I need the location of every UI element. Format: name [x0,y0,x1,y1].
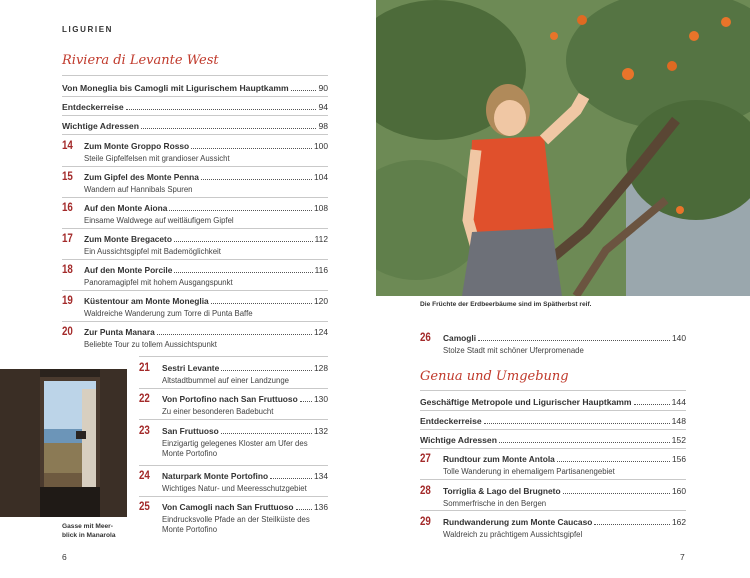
entry-rule [420,410,686,411]
tour-number: 23 [139,425,150,437]
tour-title: Rundwanderung zum Monte Caucaso [443,517,593,527]
toc-entry[interactable] [420,416,686,426]
tour-page: 120 [314,296,328,306]
entry-rule [62,134,328,135]
tour-page: 104 [314,172,328,182]
entry-label: Wichtige Adressen [420,435,497,445]
tour-description: Steile Gipfelfelsen mit grandioser Aussicht [84,154,230,163]
entry-rule [62,321,328,322]
tour-title: Zum Monte Groppo Rosso [84,141,190,151]
section-title-genua: Genua und Umgebung [420,369,569,384]
tour-title: Zum Monte Bregaceto [84,234,172,244]
section-title-riviera: Riviera di Levante West [62,53,219,68]
tour-page: 160 [672,486,686,496]
entry-page: 94 [318,102,328,112]
tour-page: 140 [672,333,686,343]
tour-title: Rundtour zum Monte Antola [443,454,555,464]
toc-entry[interactable] [62,121,328,131]
tree-photo-caption: Die Früchte der Erdbeerbäume sind im Spätherbst reif. [420,301,592,308]
tour-number: 21 [139,362,150,374]
toc-entry[interactable] [62,102,328,112]
leader-dots [478,340,670,341]
alley-photo [0,369,127,517]
tour-number: 14 [62,140,73,152]
tour-page: 130 [314,394,328,404]
tour-title: Auf den Monte Porcile [84,265,173,275]
tour-number: 15 [62,171,73,183]
entry-rule [62,259,328,260]
leader-dots [557,461,670,462]
tour-page: 132 [314,426,328,436]
tour-description: Einzigartig gelegenes Kloster am Ufer des [162,439,308,448]
entry-page: 148 [671,416,686,426]
page-number-left: 6 [62,552,67,562]
entry-rule [420,429,686,430]
leader-dots [191,148,312,149]
tour-description: Ein Aussichtsgipfel mit Bademöglichkeit [84,247,221,256]
tour-number: 20 [62,326,73,338]
entry-rule [139,419,328,420]
entry-page: 152 [671,435,686,445]
tour-description: Zu einer besonderen Badebucht [162,407,274,416]
alley-photo-caption [62,522,116,540]
tour-page: 100 [314,141,328,151]
caption-line: Gasse mit Meer- [62,523,113,530]
tour-entry-19[interactable] [62,295,328,321]
tour-number: 17 [62,233,73,245]
leader-dots [270,478,312,479]
entry-page: 90 [318,83,328,93]
tour-title: Sestri Levante [162,363,220,373]
tour-description: Einsame Waldwege auf weitläufigem Gipfel [84,216,234,225]
toc-entry[interactable] [420,397,686,407]
leader-dots [157,334,312,335]
tour-description: Waldreich zu prächtigem Aussichtsgipfel [443,530,583,539]
entry-label: Entdeckerreise [62,102,124,112]
tour-description: Stolze Stadt mit schöner Uferpromenade [443,346,584,355]
tour-title: Naturpark Monte Portofino [162,471,269,481]
running-header: LIGURIEN [62,25,114,34]
tour-entry-18[interactable] [62,264,328,290]
tour-description: Beliebte Tour zu tollem Aussichtspunkt [84,340,217,349]
tour-page: 112 [314,234,328,244]
tour-number: 25 [139,501,150,513]
leader-dots [126,109,317,110]
tour-number: 29 [420,516,431,528]
tour-entry-21[interactable] [139,362,328,388]
tour-number: 24 [139,470,150,482]
strawberry-tree-photo [376,0,750,296]
tour-title: Küstentour am Monte Moneglia [84,296,209,306]
tour-title: San Fruttuoso [162,426,219,436]
entry-rule [139,388,328,389]
tour-description: Tolle Wanderung in ehemaligem Partisanengebiet [443,467,615,476]
entry-rule [139,465,328,466]
tour-entry-25[interactable] [139,501,328,539]
leader-dots [221,370,312,371]
leader-dots [296,509,312,510]
section-rule [420,390,686,391]
tour-description: Sommerfrische in den Bergen [443,499,547,508]
tour-description: Eindrucksvolle Pfade an der Steilküste des [162,515,310,524]
caption-line: blick in Manarola [62,532,116,539]
leader-dots [563,493,670,494]
tour-description: Altstadtbummel auf einer Landzunge [162,376,289,385]
tour-page: 156 [672,454,686,464]
tour-page: 128 [314,363,328,373]
toc-entry[interactable] [62,83,328,93]
tour-title: Von Portofino nach San Fruttuoso [162,394,298,404]
tour-page: 108 [314,203,328,213]
entry-label: Geschäftige Metropole und Ligurischer Hauptkamm [420,397,632,407]
leader-dots [300,401,312,402]
tour-entry-22[interactable] [139,393,328,419]
tour-number: 19 [62,295,73,307]
leader-dots [221,433,312,434]
entry-rule [62,228,328,229]
tour-number: 28 [420,485,431,497]
tour-page: 136 [314,502,328,512]
tour-number: 26 [420,332,431,344]
entry-rule [62,115,328,116]
entry-rule [139,356,328,357]
leader-dots [169,210,312,211]
tour-title: Von Camogli nach San Fruttuoso [162,502,294,512]
entry-rule [420,479,686,480]
tour-entry-23[interactable] [139,425,328,463]
tour-entry-14[interactable] [62,140,328,166]
leader-dots [291,90,317,91]
tour-entry-17[interactable] [62,233,328,259]
entry-label: Wichtige Adressen [62,121,139,131]
toc-entry[interactable] [420,435,686,445]
tour-description: Wandern auf Hannibals Spuren [84,185,193,194]
tour-page: 124 [314,327,328,337]
entry-rule [139,496,328,497]
entry-label: Entdeckerreise [420,416,482,426]
tour-description-cont: Monte Portofino [162,525,218,534]
entry-rule [62,166,328,167]
tour-description-cont: Monte Portofino [162,449,218,458]
tour-number: 16 [62,202,73,214]
tour-page: 162 [672,517,686,527]
leader-dots [174,241,313,242]
leader-dots [201,179,312,180]
tour-title: Zur Punta Manara [84,327,155,337]
tour-number: 18 [62,264,73,276]
leader-dots [484,423,670,424]
leader-dots [174,272,312,273]
tour-title: Torriglia & Lago del Brugneto [443,486,561,496]
leader-dots [499,442,670,443]
tour-description: Wichtiges Natur- und Meeresschutzgebiet [162,484,307,493]
tour-title: Camogli [443,333,477,343]
leader-dots [594,524,670,525]
tour-page: 116 [314,265,328,275]
leader-dots [211,303,312,304]
entry-rule [62,290,328,291]
tour-title: Auf den Monte Aiona [84,203,168,213]
tour-entry-29[interactable] [420,516,686,542]
tour-page: 134 [314,471,328,481]
entry-rule [62,197,328,198]
entry-rule [62,96,328,97]
tour-number: 27 [420,453,431,465]
entry-rule [420,510,686,511]
entry-rule [420,448,686,449]
tour-description: Waldreiche Wanderung zum Torre di Punta Baffe [84,309,253,318]
tour-entry-26[interactable] [420,332,686,358]
tour-entry-27[interactable] [420,453,686,479]
entry-page: 98 [318,121,328,131]
tour-entry-15[interactable] [62,171,328,197]
section-rule [62,75,328,76]
tour-number: 22 [139,393,150,405]
tour-entry-20[interactable] [62,326,328,352]
entry-page: 144 [671,397,686,407]
tour-title: Zum Gipfel des Monte Penna [84,172,199,182]
leader-dots [141,128,316,129]
leader-dots [634,404,670,405]
tour-entry-28[interactable] [420,485,686,511]
entry-label: Von Moneglia bis Camogli mit Ligurischem Hauptkamm [62,83,289,93]
tour-description: Panoramagipfel mit hohem Ausgangspunkt [84,278,233,287]
tour-entry-24[interactable] [139,470,328,496]
tour-entry-16[interactable] [62,202,328,228]
page-number-right: 7 [680,552,685,562]
